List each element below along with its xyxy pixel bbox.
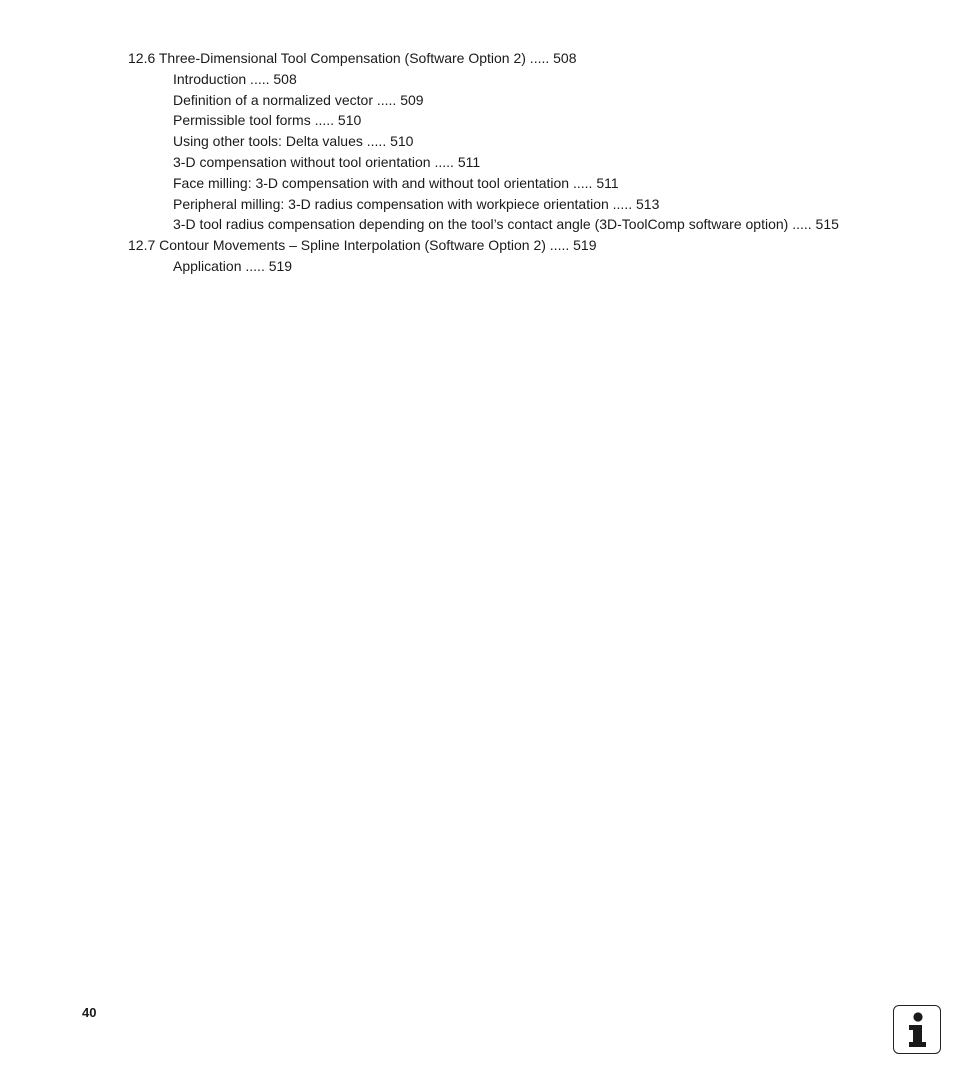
toc-section-heading: 12.7 Contour Movements – Spline Interpolation (Software Option 2) ..... 519 — [128, 237, 597, 254]
toc-subentry: Definition of a normalized vector ..... 509 — [173, 91, 424, 108]
toc-subentry: 3-D tool radius compensation depending on the tool’s contact angle (3D-ToolComp software option) ..... 515 — [173, 216, 839, 233]
toc-subentry: Application ..... 519 — [173, 257, 293, 274]
toc-subentry: Face milling: 3-D compensation with and without tool orientation ..... 511 — [173, 174, 619, 191]
table-of-contents — [128, 48, 918, 277]
toc-subentry: 3-D compensation without tool orientation ..... 511 — [173, 153, 481, 170]
info-icon — [894, 1006, 939, 1052]
toc-section-heading: 12.6 Three-Dimensional Tool Compensation (Software Option 2) ..... 508 — [128, 50, 577, 66]
toc-subentry: Peripheral milling: 3-D radius compensation with workpiece orientation ..... 513 — [173, 195, 660, 212]
info-badge — [893, 1005, 941, 1054]
toc-subentry: Permissible tool forms ..... 510 — [173, 112, 362, 129]
toc-subentry: Introduction ..... 508 — [173, 70, 297, 87]
toc-subentry: Using other tools: Delta values ..... 510 — [173, 133, 414, 150]
page-number: 40 — [82, 1005, 97, 1020]
